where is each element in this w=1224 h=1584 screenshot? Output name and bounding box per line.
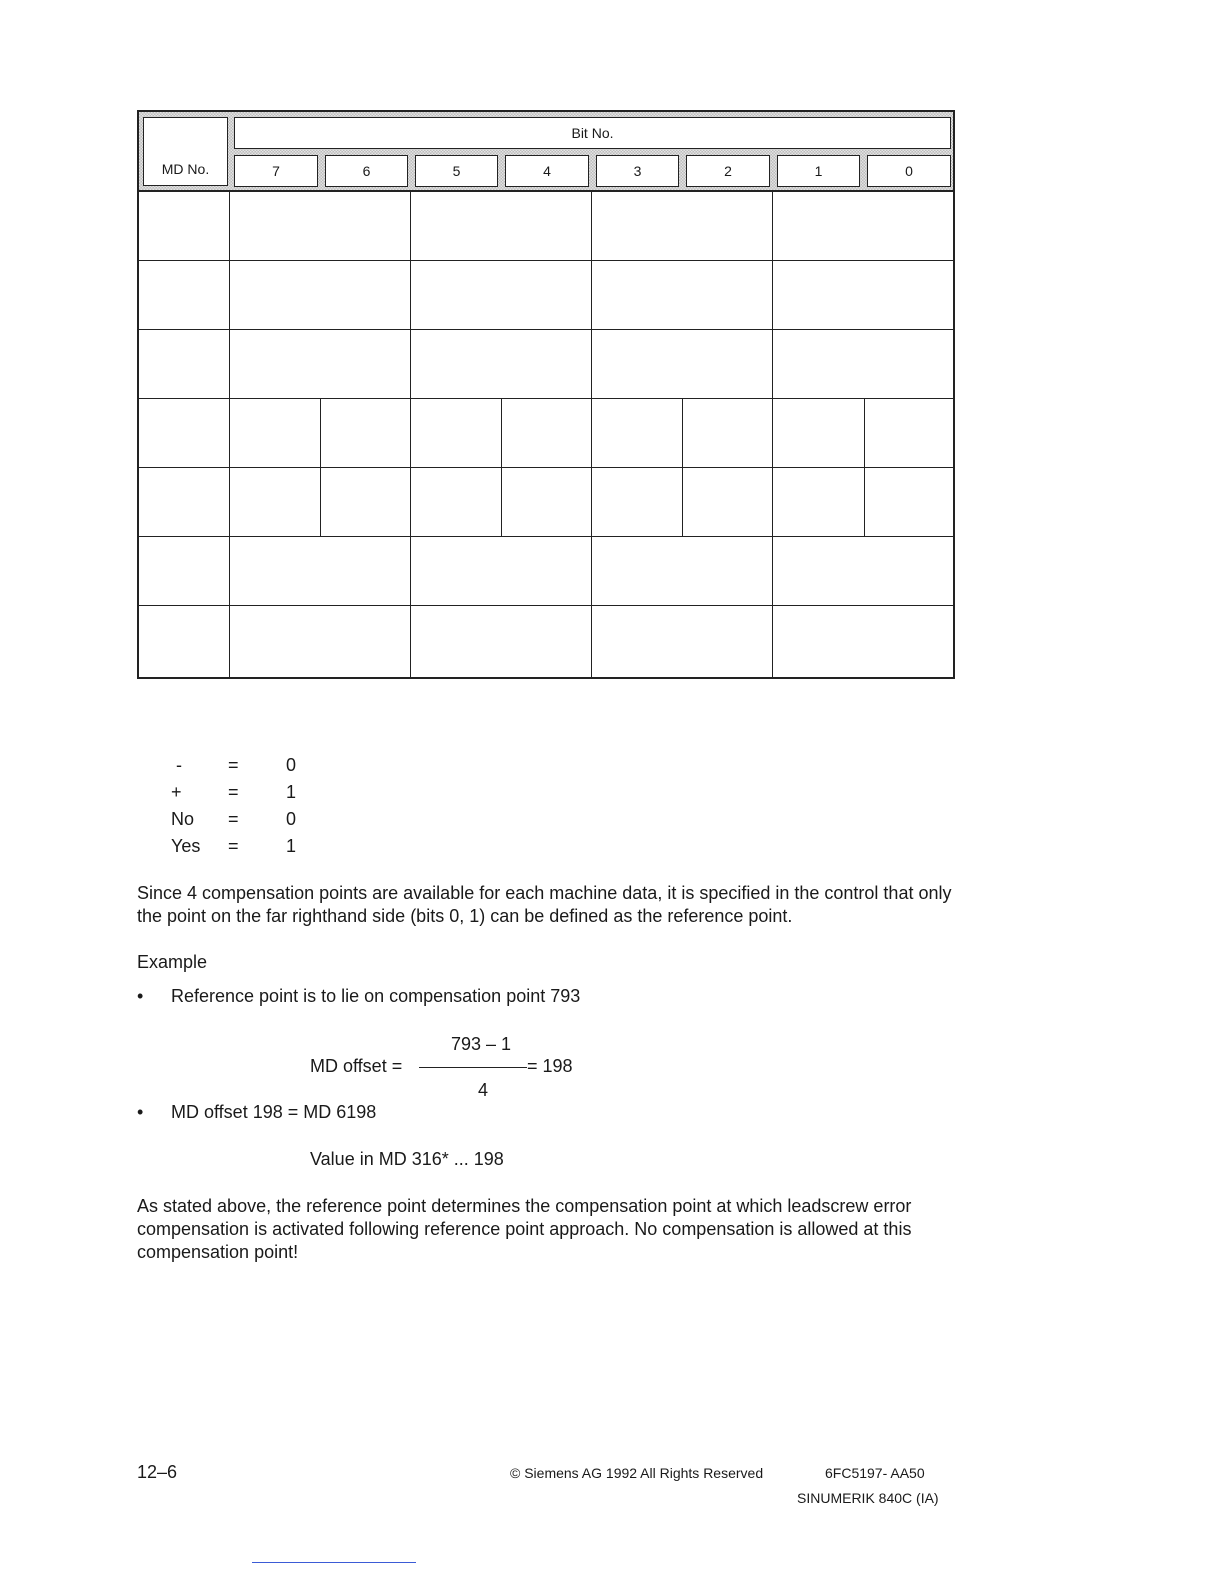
bit-header-0: 0 xyxy=(867,155,951,187)
bit-header-1: 1 xyxy=(777,155,860,187)
bit-no-header: Bit No. xyxy=(234,117,951,149)
table-row xyxy=(139,536,953,605)
table-row xyxy=(139,191,953,260)
bit-header-3: 3 xyxy=(596,155,679,187)
order-number: 6FC5197- AA50 xyxy=(825,1465,925,1481)
bit-header-5: 5 xyxy=(415,155,498,187)
table-header xyxy=(137,110,955,192)
table-row xyxy=(139,329,953,398)
formula-numerator: 793 – 1 xyxy=(451,1034,512,1054)
bit-table-body xyxy=(137,191,955,679)
product-name: SINUMERIK 840C (IA) xyxy=(797,1490,939,1506)
bit-header-6: 6 xyxy=(325,155,408,187)
md-no-header: MD No. xyxy=(143,117,228,186)
formula-denominator: 4 xyxy=(478,1080,489,1100)
table-row xyxy=(139,260,953,329)
copyright: © Siemens AG 1992 All Rights Reserved xyxy=(510,1465,764,1481)
paragraph-reference-point: As stated above, the reference point determines the compensation point at which leadscrew error compensation is activated following reference point approach. No compensation is allowed at this compensation point! xyxy=(137,1196,912,1262)
paragraph-compensation-points: Since 4 compensation points are available for each machine data, it is specified in the control that only the point on the far righthand side (bits 0, 1) can be defined as the reference point. xyxy=(137,883,952,926)
bit-header-2: 2 xyxy=(686,155,770,187)
table-row xyxy=(139,605,953,677)
value-line: Value in MD 316* ... 198 xyxy=(310,1149,504,1169)
example-label: Example xyxy=(137,952,208,972)
formula-lhs: MD offset = xyxy=(310,1056,403,1076)
bit-header-7: 7 xyxy=(234,155,318,187)
fraction-bar xyxy=(419,1067,527,1068)
table-row xyxy=(139,398,953,467)
page-number: 12–6 xyxy=(137,1462,178,1482)
underline-link xyxy=(252,1562,416,1563)
table-row xyxy=(139,467,953,536)
formula-rhs: = 198 xyxy=(527,1056,573,1076)
bit-header-4: 4 xyxy=(505,155,589,187)
